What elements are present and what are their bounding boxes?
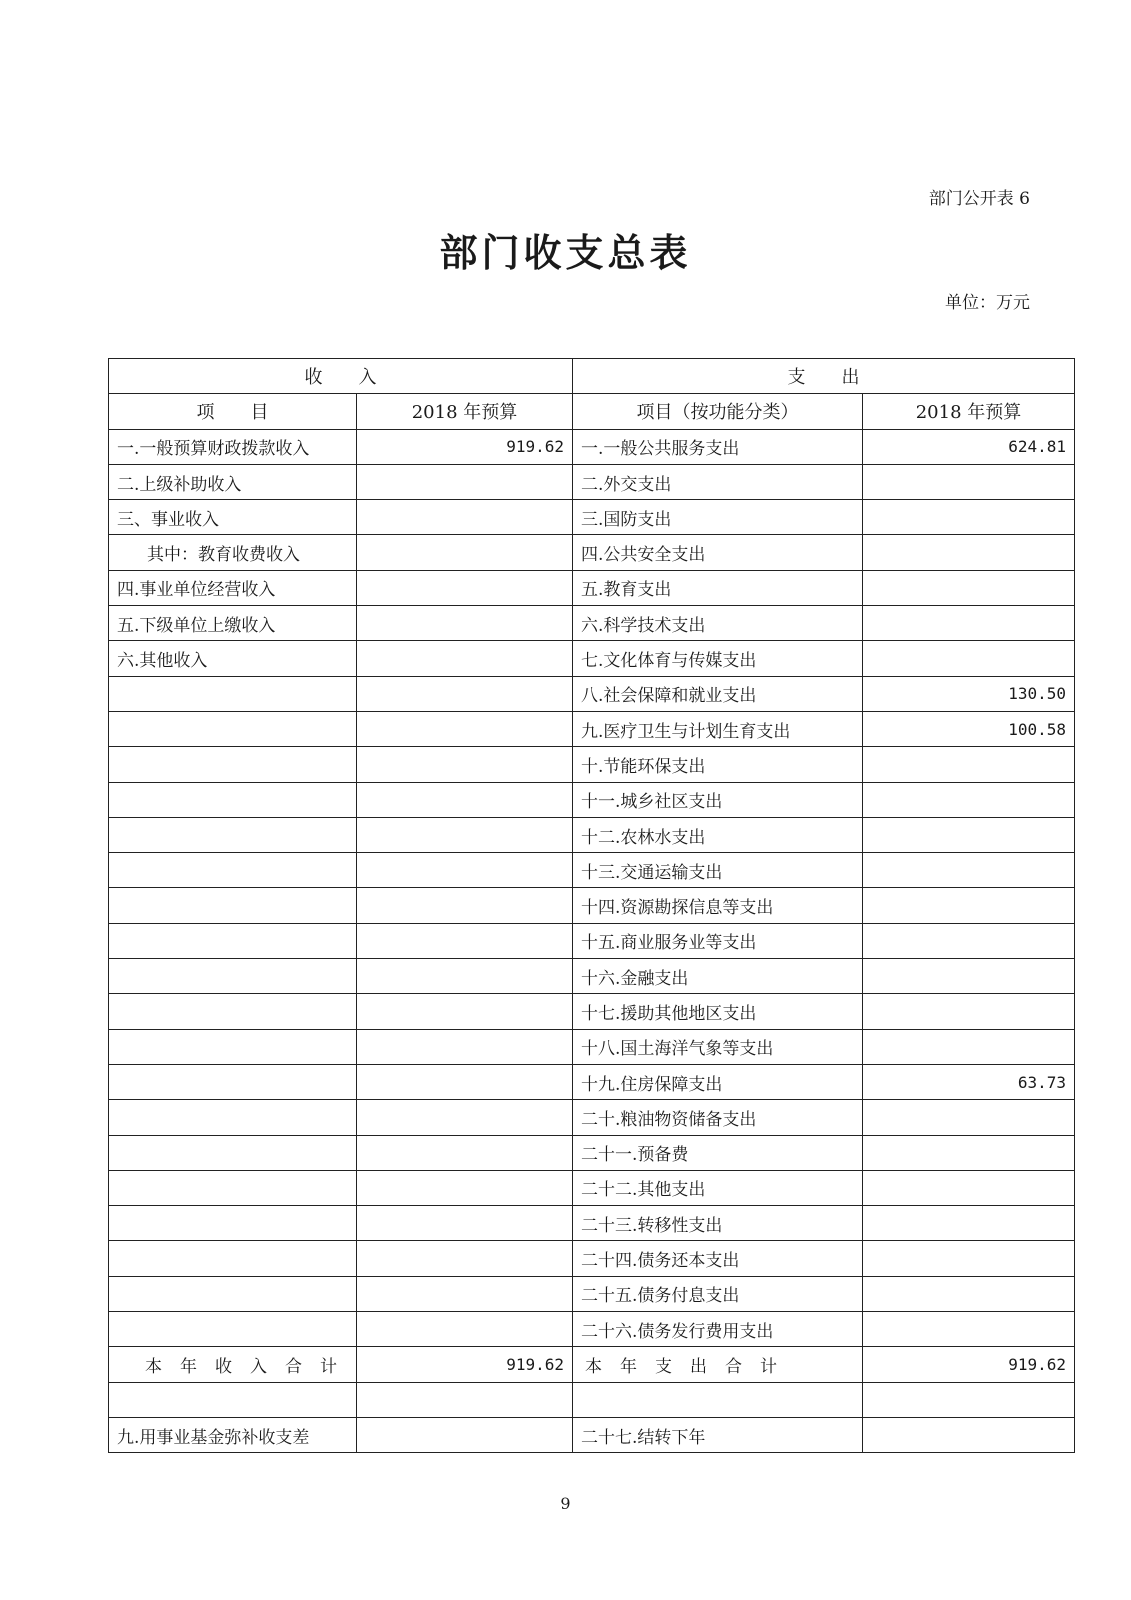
expense-item: 十一.城乡社区支出 [573, 782, 863, 817]
income-amount [357, 853, 573, 888]
expense-item: 十八.国土海洋气象等支出 [573, 1029, 863, 1064]
income-total-amount: 919.62 [357, 1347, 573, 1382]
table-row [109, 1029, 1075, 1064]
income-item [109, 853, 357, 888]
expense-amount [863, 535, 1075, 570]
expense-amount [863, 641, 1075, 676]
table-row [109, 1206, 1075, 1241]
expense-item: 二十二.其他支出 [573, 1170, 863, 1205]
income-amount [357, 888, 573, 923]
income-item [109, 1170, 357, 1205]
expense-amount [863, 959, 1075, 994]
income-amount [357, 1064, 573, 1099]
section-header-row [109, 359, 1075, 394]
expense-item: 二十三.转移性支出 [573, 1206, 863, 1241]
expense-amount [863, 500, 1075, 535]
expense-amount [863, 464, 1075, 499]
income-header: 收 入 [109, 359, 573, 394]
income-amount [357, 641, 573, 676]
table-row [109, 676, 1075, 711]
income-amount [357, 817, 573, 852]
income-item [109, 817, 357, 852]
income-item [109, 782, 357, 817]
col-budget2-header: 2018 年预算 [863, 394, 1075, 429]
expense-total-label: 本年支出合计 [573, 1347, 863, 1382]
doc-label: 部门公开表 6 [928, 189, 1030, 209]
table-row [109, 570, 1075, 605]
table-row [109, 1170, 1075, 1205]
expense-item: 五.教育支出 [573, 570, 863, 605]
income-item: 六.其他收入 [109, 641, 357, 676]
expense-amount [863, 747, 1075, 782]
expense-amount [863, 570, 1075, 605]
expense-item: 一.一般公共服务支出 [573, 429, 863, 464]
expense-item: 二十一.预备费 [573, 1135, 863, 1170]
expense-item: 十四.资源勘探信息等支出 [573, 888, 863, 923]
expense-amount: 100.58 [863, 711, 1075, 746]
expense-amount: 130.50 [863, 676, 1075, 711]
expense-item: 十九.住房保障支出 [573, 1064, 863, 1099]
final-expense-item: 二十七.结转下年 [573, 1417, 863, 1452]
expense-item: 六.科学技术支出 [573, 606, 863, 641]
table-row [109, 500, 1075, 535]
table-row [109, 994, 1075, 1029]
totals-row [109, 1347, 1075, 1382]
income-amount [357, 1029, 573, 1064]
expense-amount [863, 888, 1075, 923]
income-item: 三、事业收入 [109, 500, 357, 535]
table-row [109, 606, 1075, 641]
income-amount [357, 570, 573, 605]
table-row [109, 711, 1075, 746]
income-amount [357, 464, 573, 499]
expense-item: 二十六.债务发行费用支出 [573, 1312, 863, 1347]
income-amount [357, 1100, 573, 1135]
table-row [109, 923, 1075, 958]
table-row [109, 1312, 1075, 1347]
table-body [109, 429, 1075, 1347]
income-item [109, 959, 357, 994]
expense-amount [863, 1312, 1075, 1347]
expense-amount [863, 1170, 1075, 1205]
income-amount [357, 500, 573, 535]
expense-amount [863, 606, 1075, 641]
table-row [109, 853, 1075, 888]
income-item: 其中：教育收费收入 [109, 535, 357, 570]
income-item [109, 1206, 357, 1241]
expense-item: 二十四.债务还本支出 [573, 1241, 863, 1276]
expense-amount [863, 1206, 1075, 1241]
income-amount [357, 1206, 573, 1241]
income-amount [357, 1312, 573, 1347]
table-row [109, 1135, 1075, 1170]
income-item: 四.事业单位经营收入 [109, 570, 357, 605]
table-row [109, 464, 1075, 499]
expense-item: 三.国防支出 [573, 500, 863, 535]
income-amount [357, 711, 573, 746]
income-item [109, 1100, 357, 1135]
income-item [109, 747, 357, 782]
expense-amount [863, 1276, 1075, 1311]
expense-item: 四.公共安全支出 [573, 535, 863, 570]
income-item [109, 1029, 357, 1064]
expense-item: 十六.金融支出 [573, 959, 863, 994]
income-amount [357, 747, 573, 782]
income-item [109, 1135, 357, 1170]
expense-item: 八.社会保障和就业支出 [573, 676, 863, 711]
income-item: 二.上级补助收入 [109, 464, 357, 499]
table-row [109, 1100, 1075, 1135]
expense-item: 二十五.债务付息支出 [573, 1276, 863, 1311]
expense-item: 七.文化体育与传媒支出 [573, 641, 863, 676]
expense-amount: 624.81 [863, 429, 1075, 464]
col-item-header: 项 目 [109, 394, 357, 429]
income-amount: 919.62 [357, 429, 573, 464]
page-title: 部门收支总表 [439, 231, 692, 275]
table-row [109, 1241, 1075, 1276]
column-header-row [109, 394, 1075, 429]
expense-amount [863, 1100, 1075, 1135]
income-item [109, 711, 357, 746]
income-amount [357, 923, 573, 958]
table-row [109, 817, 1075, 852]
expense-amount [863, 1029, 1075, 1064]
table-row [109, 429, 1075, 464]
income-amount [357, 1170, 573, 1205]
budget-table [108, 358, 1075, 1453]
final-row [109, 1417, 1075, 1452]
income-amount [357, 676, 573, 711]
expense-item: 九.医疗卫生与计划生育支出 [573, 711, 863, 746]
expense-item: 十七.援助其他地区支出 [573, 994, 863, 1029]
income-item [109, 1241, 357, 1276]
expense-item: 二十.粮油物资储备支出 [573, 1100, 863, 1135]
expense-amount [863, 817, 1075, 852]
expense-item: 十五.商业服务业等支出 [573, 923, 863, 958]
income-item [109, 1064, 357, 1099]
expense-amount [863, 994, 1075, 1029]
income-amount [357, 959, 573, 994]
income-item: 一.一般预算财政拨款收入 [109, 429, 357, 464]
page-number: 9 [560, 1494, 571, 1513]
table-row [109, 641, 1075, 676]
income-amount [357, 535, 573, 570]
income-amount [357, 782, 573, 817]
income-total-label: 本年收入合计 [109, 1347, 357, 1382]
table-row [109, 747, 1075, 782]
expense-amount [863, 853, 1075, 888]
expense-amount [863, 923, 1075, 958]
table-row [109, 959, 1075, 994]
final-income-item: 九.用事业基金弥补收支差 [109, 1417, 357, 1452]
income-item [109, 888, 357, 923]
income-amount [357, 606, 573, 641]
income-amount [357, 1241, 573, 1276]
expense-amount [863, 782, 1075, 817]
expense-header: 支 出 [573, 359, 1075, 394]
expense-total-amount: 919.62 [863, 1347, 1075, 1382]
income-item [109, 676, 357, 711]
unit-label: 单位：万元 [945, 293, 1030, 313]
expense-item: 十.节能环保支出 [573, 747, 863, 782]
income-item [109, 994, 357, 1029]
expense-item: 十三.交通运输支出 [573, 853, 863, 888]
expense-amount [863, 1241, 1075, 1276]
expense-item: 十二.农林水支出 [573, 817, 863, 852]
col-func-item-header: 项目（按功能分类） [573, 394, 863, 429]
table-row [109, 1276, 1075, 1311]
income-amount [357, 1135, 573, 1170]
income-item [109, 1312, 357, 1347]
income-amount [357, 994, 573, 1029]
expense-item: 二.外交支出 [573, 464, 863, 499]
table-row [109, 888, 1075, 923]
table-row [109, 535, 1075, 570]
income-item [109, 1276, 357, 1311]
income-item [109, 923, 357, 958]
income-item: 五.下级单位上缴收入 [109, 606, 357, 641]
table-row [109, 782, 1075, 817]
blank-row [109, 1382, 1075, 1417]
table-row [109, 1064, 1075, 1099]
expense-amount [863, 1135, 1075, 1170]
expense-amount: 63.73 [863, 1064, 1075, 1099]
col-budget-header: 2018 年预算 [357, 394, 573, 429]
income-amount [357, 1276, 573, 1311]
